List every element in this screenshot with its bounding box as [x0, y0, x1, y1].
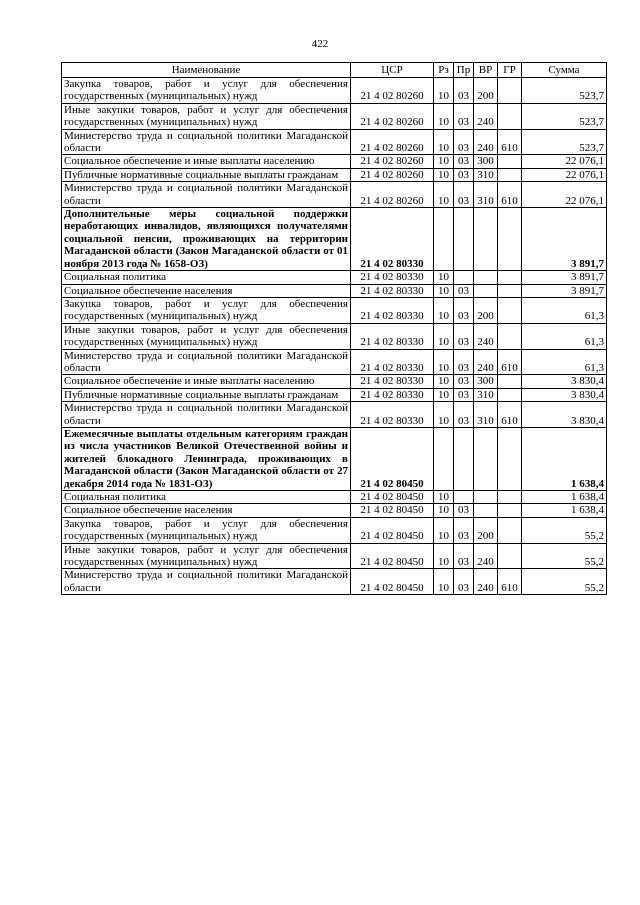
header-rz: Рз [434, 63, 454, 78]
row-vr: 310 [474, 388, 498, 401]
row-vr: 240 [474, 543, 498, 569]
table-row [62, 78, 607, 104]
row-sum: 3 891,7 [522, 208, 607, 271]
row-vr: 200 [474, 78, 498, 104]
row-pr: 03 [454, 182, 474, 208]
row-name: Иные закупки товаров, работ и услуг для обеспечения государственных (муниципальных) нужд [62, 323, 351, 349]
row-rz: 10 [434, 543, 454, 569]
row-rz [434, 427, 454, 490]
page-number: 422 [311, 38, 329, 50]
row-vr [474, 427, 498, 490]
row-rz: 10 [434, 569, 454, 595]
row-csr: 21 4 02 80450 [351, 543, 434, 569]
row-rz: 10 [434, 388, 454, 401]
row-gr [498, 208, 522, 271]
row-sum: 1 638,4 [522, 427, 607, 490]
table-row [62, 349, 607, 375]
row-sum: 61,3 [522, 349, 607, 375]
table-row [62, 543, 607, 569]
row-rz: 10 [434, 491, 454, 504]
row-name: Социальная политика [62, 491, 351, 504]
row-sum: 3 891,7 [522, 284, 607, 297]
row-pr: 03 [454, 168, 474, 181]
row-gr [498, 491, 522, 504]
row-gr [498, 388, 522, 401]
row-pr: 03 [454, 569, 474, 595]
row-name: Министерство труда и социальной политики Магаданской области [62, 349, 351, 375]
row-rz: 10 [434, 349, 454, 375]
row-gr [498, 155, 522, 168]
row-csr: 21 4 02 80330 [351, 271, 434, 284]
row-gr: 610 [498, 402, 522, 428]
row-vr [474, 271, 498, 284]
row-vr [474, 491, 498, 504]
table-body [62, 78, 607, 595]
row-sum: 61,3 [522, 323, 607, 349]
table-row [62, 155, 607, 168]
row-pr: 03 [454, 155, 474, 168]
row-rz: 10 [434, 182, 454, 208]
row-rz: 10 [434, 103, 454, 129]
row-csr: 21 4 02 80260 [351, 155, 434, 168]
header-csr: ЦСР [351, 63, 434, 78]
row-vr: 200 [474, 297, 498, 323]
table-row [62, 297, 607, 323]
row-sum: 55,2 [522, 517, 607, 543]
row-rz: 10 [434, 323, 454, 349]
row-gr: 610 [498, 129, 522, 155]
row-pr: 03 [454, 402, 474, 428]
table-row [62, 103, 607, 129]
row-vr: 310 [474, 168, 498, 181]
row-pr: 03 [454, 388, 474, 401]
row-csr: 21 4 02 80260 [351, 103, 434, 129]
row-name: Министерство труда и социальной политики Магаданской области [62, 182, 351, 208]
row-name: Дополнительные меры социальной поддержки неработающих инвалидов, являющихся получателями социальной пенсии, проживающих на территории Магаданской области (Закон Магаданской области от 01 ноября 2013 года № 1658-ОЗ) [62, 208, 351, 271]
row-vr: 300 [474, 155, 498, 168]
row-csr: 21 4 02 80450 [351, 427, 434, 490]
table-row [62, 284, 607, 297]
table-row [62, 271, 607, 284]
table-row [62, 504, 607, 517]
table-row [62, 129, 607, 155]
row-gr [498, 168, 522, 181]
row-sum: 523,7 [522, 103, 607, 129]
row-name: Ежемесячные выплаты отдельным категориям граждан из числа участников Великой Отечественной войны и жителей блокадного Ленинграда, проживающих в Магаданской области (Закон Магаданской области от 27 декабря 2014 года № 1831-ОЗ) [62, 427, 351, 490]
row-pr: 03 [454, 504, 474, 517]
row-rz: 10 [434, 168, 454, 181]
row-sum: 22 076,1 [522, 182, 607, 208]
row-sum: 523,7 [522, 78, 607, 104]
row-vr: 240 [474, 323, 498, 349]
table-row [62, 323, 607, 349]
row-gr: 610 [498, 569, 522, 595]
budget-table [61, 62, 607, 595]
row-name: Иные закупки товаров, работ и услуг для обеспечения государственных (муниципальных) нужд [62, 103, 351, 129]
row-name: Социальное обеспечение населения [62, 284, 351, 297]
row-pr [454, 271, 474, 284]
row-vr: 300 [474, 375, 498, 388]
row-vr: 240 [474, 349, 498, 375]
row-pr: 03 [454, 375, 474, 388]
row-pr [454, 491, 474, 504]
row-vr [474, 208, 498, 271]
row-rz: 10 [434, 155, 454, 168]
table-row [62, 208, 607, 271]
header-name: Наименование [62, 63, 351, 78]
row-csr: 21 4 02 80260 [351, 168, 434, 181]
table-row [62, 388, 607, 401]
row-name: Министерство труда и социальной политики Магаданской области [62, 402, 351, 428]
row-pr [454, 208, 474, 271]
row-gr [498, 271, 522, 284]
row-vr [474, 284, 498, 297]
row-name: Социальная политика [62, 271, 351, 284]
row-gr [498, 323, 522, 349]
row-csr: 21 4 02 80330 [351, 402, 434, 428]
row-name: Социальное обеспечение и иные выплаты населению [62, 375, 351, 388]
row-rz: 10 [434, 375, 454, 388]
row-csr: 21 4 02 80330 [351, 388, 434, 401]
row-gr [498, 504, 522, 517]
row-sum: 3 830,4 [522, 375, 607, 388]
row-gr [498, 517, 522, 543]
row-csr: 21 4 02 80330 [351, 208, 434, 271]
row-pr: 03 [454, 78, 474, 104]
table-row [62, 168, 607, 181]
table-row [62, 569, 607, 595]
row-rz: 10 [434, 297, 454, 323]
row-rz: 10 [434, 402, 454, 428]
row-sum: 3 891,7 [522, 271, 607, 284]
row-gr: 610 [498, 182, 522, 208]
table-row [62, 517, 607, 543]
row-csr: 21 4 02 80260 [351, 129, 434, 155]
row-name: Социальное обеспечение и иные выплаты населению [62, 155, 351, 168]
row-name: Закупка товаров, работ и услуг для обеспечения государственных (муниципальных) нужд [62, 78, 351, 104]
row-gr [498, 284, 522, 297]
row-pr: 03 [454, 349, 474, 375]
row-rz: 10 [434, 284, 454, 297]
row-pr: 03 [454, 103, 474, 129]
row-vr: 310 [474, 402, 498, 428]
row-csr: 21 4 02 80330 [351, 297, 434, 323]
row-rz: 10 [434, 271, 454, 284]
row-sum: 22 076,1 [522, 168, 607, 181]
row-sum: 61,3 [522, 297, 607, 323]
row-name: Иные закупки товаров, работ и услуг для обеспечения государственных (муниципальных) нужд [62, 543, 351, 569]
row-name: Публичные нормативные социальные выплаты гражданам [62, 388, 351, 401]
table-header-row [62, 63, 607, 78]
table-row [62, 182, 607, 208]
table-row [62, 375, 607, 388]
row-gr: 610 [498, 349, 522, 375]
row-csr: 21 4 02 80260 [351, 182, 434, 208]
row-csr: 21 4 02 80330 [351, 349, 434, 375]
row-pr: 03 [454, 297, 474, 323]
row-pr: 03 [454, 517, 474, 543]
row-vr: 310 [474, 182, 498, 208]
row-vr: 240 [474, 103, 498, 129]
row-csr: 21 4 02 80330 [351, 284, 434, 297]
row-sum: 523,7 [522, 129, 607, 155]
table-row [62, 427, 607, 490]
row-pr: 03 [454, 284, 474, 297]
row-csr: 21 4 02 80330 [351, 323, 434, 349]
row-rz: 10 [434, 129, 454, 155]
table-row [62, 402, 607, 428]
row-csr: 21 4 02 80450 [351, 569, 434, 595]
header-pr: Пр [454, 63, 474, 78]
table-row [62, 491, 607, 504]
row-sum: 3 830,4 [522, 388, 607, 401]
row-gr [498, 297, 522, 323]
row-rz: 10 [434, 504, 454, 517]
row-csr: 21 4 02 80450 [351, 504, 434, 517]
row-sum: 3 830,4 [522, 402, 607, 428]
row-sum: 22 076,1 [522, 155, 607, 168]
row-csr: 21 4 02 80450 [351, 517, 434, 543]
row-name: Закупка товаров, работ и услуг для обеспечения государственных (муниципальных) нужд [62, 517, 351, 543]
row-name: Публичные нормативные социальные выплаты гражданам [62, 168, 351, 181]
row-csr: 21 4 02 80260 [351, 78, 434, 104]
row-name: Министерство труда и социальной политики Магаданской области [62, 569, 351, 595]
row-pr: 03 [454, 543, 474, 569]
row-vr: 240 [474, 129, 498, 155]
row-pr [454, 427, 474, 490]
row-sum: 55,2 [522, 543, 607, 569]
row-csr: 21 4 02 80450 [351, 491, 434, 504]
row-sum: 1 638,4 [522, 491, 607, 504]
row-pr: 03 [454, 129, 474, 155]
row-gr [498, 543, 522, 569]
row-vr: 200 [474, 517, 498, 543]
row-gr [498, 427, 522, 490]
row-sum: 55,2 [522, 569, 607, 595]
header-vr: ВР [474, 63, 498, 78]
row-rz [434, 208, 454, 271]
row-name: Закупка товаров, работ и услуг для обеспечения государственных (муниципальных) нужд [62, 297, 351, 323]
row-gr [498, 103, 522, 129]
row-gr [498, 78, 522, 104]
header-sum: Сумма [522, 63, 607, 78]
row-pr: 03 [454, 323, 474, 349]
row-vr: 240 [474, 569, 498, 595]
row-name: Социальное обеспечение населения [62, 504, 351, 517]
row-csr: 21 4 02 80330 [351, 375, 434, 388]
row-name: Министерство труда и социальной политики Магаданской области [62, 129, 351, 155]
row-sum: 1 638,4 [522, 504, 607, 517]
row-vr [474, 504, 498, 517]
row-rz: 10 [434, 78, 454, 104]
row-gr [498, 375, 522, 388]
header-gr: ГР [498, 63, 522, 78]
row-rz: 10 [434, 517, 454, 543]
